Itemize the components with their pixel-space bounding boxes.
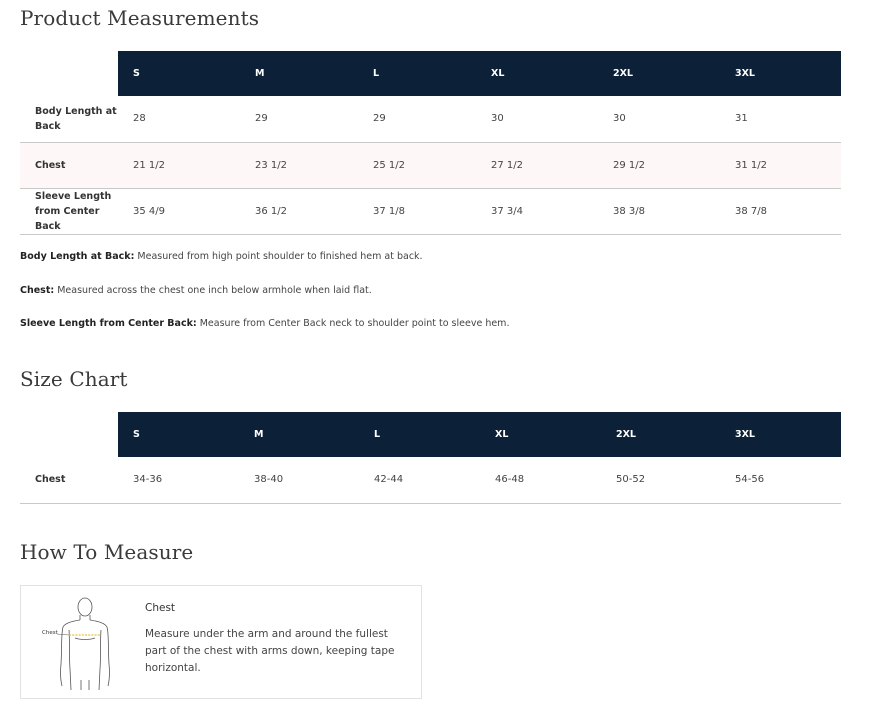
size-chart-title: Size Chart bbox=[20, 367, 128, 391]
size-header: 3XL bbox=[720, 412, 841, 457]
table-cell: 30 bbox=[598, 96, 720, 142]
size-header: S bbox=[118, 51, 240, 96]
chest-figure-illustration bbox=[35, 594, 125, 694]
size-header: 2XL bbox=[598, 51, 720, 96]
note-body-length bbox=[20, 250, 840, 284]
table-cell: 46-48 bbox=[480, 457, 601, 503]
note-term: Chest: bbox=[20, 284, 55, 296]
table-cell: 27 1/2 bbox=[476, 142, 598, 188]
measure-heading: Chest bbox=[145, 602, 176, 614]
row-label: Sleeve Length from Center Back bbox=[20, 188, 118, 234]
size-chart-table bbox=[20, 412, 841, 504]
table-cell: 29 1/2 bbox=[598, 142, 720, 188]
note-text: Measured from high point shoulder to finished hem at back. bbox=[134, 251, 423, 262]
size-header: L bbox=[358, 51, 476, 96]
table-cell: 34-36 bbox=[118, 457, 239, 503]
size-header: M bbox=[239, 412, 359, 457]
table-cell: 30 bbox=[476, 96, 598, 142]
how-to-measure-title: How To Measure bbox=[20, 540, 194, 564]
size-header: 3XL bbox=[720, 51, 841, 96]
table-cell: 29 bbox=[358, 96, 476, 142]
note-term: Sleeve Length from Center Back: bbox=[20, 318, 197, 329]
table-row bbox=[20, 142, 841, 188]
table-cell: 37 1/8 bbox=[358, 188, 476, 234]
row-label: Chest bbox=[20, 457, 118, 503]
table-cell: 25 1/2 bbox=[358, 142, 476, 188]
measure-description: Measure under the arm and around the fullest part of the chest with arms down, keeping tape horizontal. bbox=[145, 628, 395, 674]
size-header: XL bbox=[480, 412, 601, 457]
product-measurements-table bbox=[20, 51, 841, 235]
table-cell: 31 1/2 bbox=[720, 142, 841, 188]
table-cell: 28 bbox=[118, 96, 240, 142]
table-row bbox=[20, 188, 841, 234]
table-header-row bbox=[20, 412, 841, 457]
table-cell: 54-56 bbox=[720, 457, 841, 503]
table-cell: 23 1/2 bbox=[240, 142, 358, 188]
table-cell: 38 7/8 bbox=[720, 188, 841, 234]
size-header: M bbox=[240, 51, 358, 96]
size-header: L bbox=[359, 412, 480, 457]
table-cell: 35 4/9 bbox=[118, 188, 240, 234]
size-header: XL bbox=[476, 51, 598, 96]
header-corner bbox=[20, 51, 118, 96]
header-corner bbox=[20, 412, 118, 457]
table-cell: 38 3/8 bbox=[598, 188, 720, 234]
table-cell: 38-40 bbox=[239, 457, 359, 503]
note-text: Measured across the chest one inch below armhole when laid flat. bbox=[54, 284, 372, 296]
table-row bbox=[20, 457, 841, 503]
table-cell: 42-44 bbox=[359, 457, 480, 503]
table-cell: 36 1/2 bbox=[240, 188, 358, 234]
table-cell: 31 bbox=[720, 96, 841, 142]
table-cell: 21 1/2 bbox=[118, 142, 240, 188]
note-sleeve-length bbox=[20, 317, 840, 351]
product-measurements-title: Product Measurements bbox=[20, 6, 260, 30]
table-row bbox=[20, 96, 841, 142]
figure-chest-label: Chest bbox=[42, 630, 58, 636]
note-chest bbox=[20, 284, 840, 318]
table-cell: 37 3/4 bbox=[476, 188, 598, 234]
table-header-row bbox=[20, 51, 841, 96]
size-header: 2XL bbox=[601, 412, 720, 457]
size-header: S bbox=[118, 412, 239, 457]
chest-measure-card bbox=[20, 585, 422, 699]
note-text: Measure from Center Back neck to shoulder point to sleeve hem. bbox=[196, 318, 510, 329]
row-label: Body Length at Back bbox=[20, 96, 118, 142]
measurement-notes bbox=[20, 250, 840, 351]
row-label: Chest bbox=[20, 142, 118, 188]
table-cell: 29 bbox=[240, 96, 358, 142]
table-cell: 50-52 bbox=[601, 457, 720, 503]
note-term: Body Length at Back: bbox=[20, 251, 135, 262]
